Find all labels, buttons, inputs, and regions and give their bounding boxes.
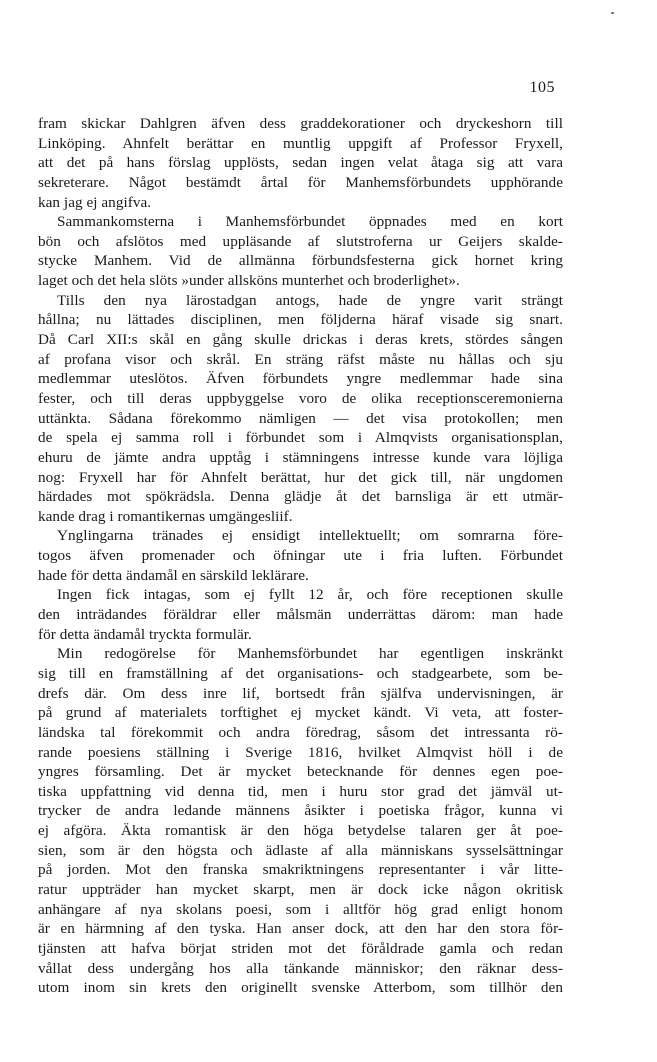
text-line: utom inom sin krets den originellt svenske Atterbom, som tillhör den xyxy=(38,979,563,997)
text-line: vållat dess undergång hos alla tänkande människor; den räknar dess- xyxy=(38,959,563,977)
text-line: ehuru de jämte andra upptåg i stämningens intresse kunde vara löjliga xyxy=(38,448,563,466)
text-line: kan jag ej angifva. xyxy=(38,193,152,211)
text-line: Då Carl XII:s skål en gång skulle drickas i deras krets, stördes sången xyxy=(38,331,563,349)
text-line: nog: Fryxell har för Ahnfelt berättat, hur det gick till, när ungdomen xyxy=(38,468,563,486)
text-line: Min redogörelse för Manhemsförbundet har egentligen inskränkt xyxy=(57,645,563,663)
text-line: ej afgöra. Äkta romantisk är den höga betydelse talaren ger åt poe- xyxy=(38,822,563,840)
text-line: Linköping. Ahnfelt berättar en muntlig uppgift af Professor Fryxell, xyxy=(38,134,563,152)
text-line: bön och afslötos med uppläsande af slutstroferna ur Geijers skalde- xyxy=(38,232,563,250)
text-line: tiska uppfattning vid denna tid, men i huru stor grad det jämväl ut- xyxy=(38,782,563,800)
text-line: yngres församling. Det är mycket betecknande för dennes egen poe- xyxy=(38,763,563,781)
text-line: den inträdandes föräldrar eller målsmän underrättas därom: man hade xyxy=(38,606,563,624)
page-number: 105 xyxy=(529,79,555,96)
text-line: rande poesiens ställning i Sverige 1816, hvilket Almqvist höll i de xyxy=(38,743,563,761)
text-line: hade för detta ändamål en särskild leklärare. xyxy=(38,566,309,584)
text-line: härdades mot spökrädsla. Denna glädje åt det barnsliga är ett utmär- xyxy=(38,488,563,506)
text-line: trycker de andra ledande männens åsikter i poetiska frågor, kunna vi xyxy=(38,802,563,820)
body-text xyxy=(38,114,563,998)
text-line: är en härmning af den tyska. Han anser dock, att den har den stora för- xyxy=(38,920,563,938)
text-line: togos äfven promenader och öfningar ute i fria luften. Förbundet xyxy=(38,547,563,565)
text-line: på jorden. Mot den franska smakriktningens representanter i vår litte- xyxy=(38,861,563,879)
text-line: de spela ej samma roll i förbundet som i Almqvists organisationsplan, xyxy=(38,429,563,447)
text-line: kande drag i romantikernas umgängesliif. xyxy=(38,507,293,525)
text-line: stycke Manhem. Vid de allmänna förbundsfesterna gick hornet kring xyxy=(38,252,563,270)
text-line: tjänsten att hafva börjat striden mot det föråldrade gamla och redan xyxy=(38,939,563,957)
text-line: sien, som är den högsta och ädlaste af alla människans sysselsättningar xyxy=(38,841,563,859)
text-line: på grund af materialets torftighet ej mycket kändt. Vi veta, att foster- xyxy=(38,704,563,722)
text-line: sekreterare. Något bestämdt årtal för Manhemsförbundets upphörande xyxy=(38,173,563,191)
text-line: anhängare af nya skolans poesi, som i alltför hög grad enligt honom xyxy=(38,900,563,918)
text-line: fester, och till deras uppbyggelse voro de olika receptionsceremonierna xyxy=(38,389,563,407)
text-line: sig till en framställning af det organisations- och stadgearbete, som be- xyxy=(38,664,563,682)
text-line: att det på hans förslag upplösts, sedan ingen velat åtaga sig att vara xyxy=(38,154,563,172)
text-line: fram skickar Dahlgren äfven dess graddekorationer och dryckeshorn till xyxy=(38,115,563,132)
paper-speck xyxy=(611,12,614,14)
text-line: af profana visor och skrål. En sträng räfst måste nu hållas och sju xyxy=(38,350,563,368)
text-line: laget och det hela slöts »under allsköns munterhet och broderlighet». xyxy=(38,272,460,290)
text-line: Ingen fick intagas, som ej fyllt 12 år, och före receptionen skulle xyxy=(57,586,563,604)
text-line: medlemmar uteslötos. Äfven förbundets yngre medlemmar hade sina xyxy=(38,370,563,388)
text-line: Tills den nya lärostadgan antogs, hade de yngre varit strängt xyxy=(57,291,563,309)
text-line: ländska tal förekommit och andra föredrag, såsom det intressanta rö- xyxy=(38,723,563,741)
text-line: Sammankomsterna i Manhemsförbundet öppnades med en kort xyxy=(57,213,563,231)
text-line: ratur uppträder han mycket skarpt, men är dock icke någon okritisk xyxy=(38,880,563,898)
text-line: Ynglingarna tränades ej ensidigt intellektuellt; om somrarna före- xyxy=(57,527,563,545)
text-line: uttänkta. Sådana förekommo nämligen — det visa protokollen; men xyxy=(38,409,563,427)
text-line: drefs där. Om dess inre lif, bortsedt från själfva undervisningen, är xyxy=(38,684,563,702)
text-line: för detta ändamål tryckta formulär. xyxy=(38,625,252,643)
text-line: hållna; nu lättades disciplinen, men följderna häraf visade sig snart. xyxy=(38,311,563,329)
